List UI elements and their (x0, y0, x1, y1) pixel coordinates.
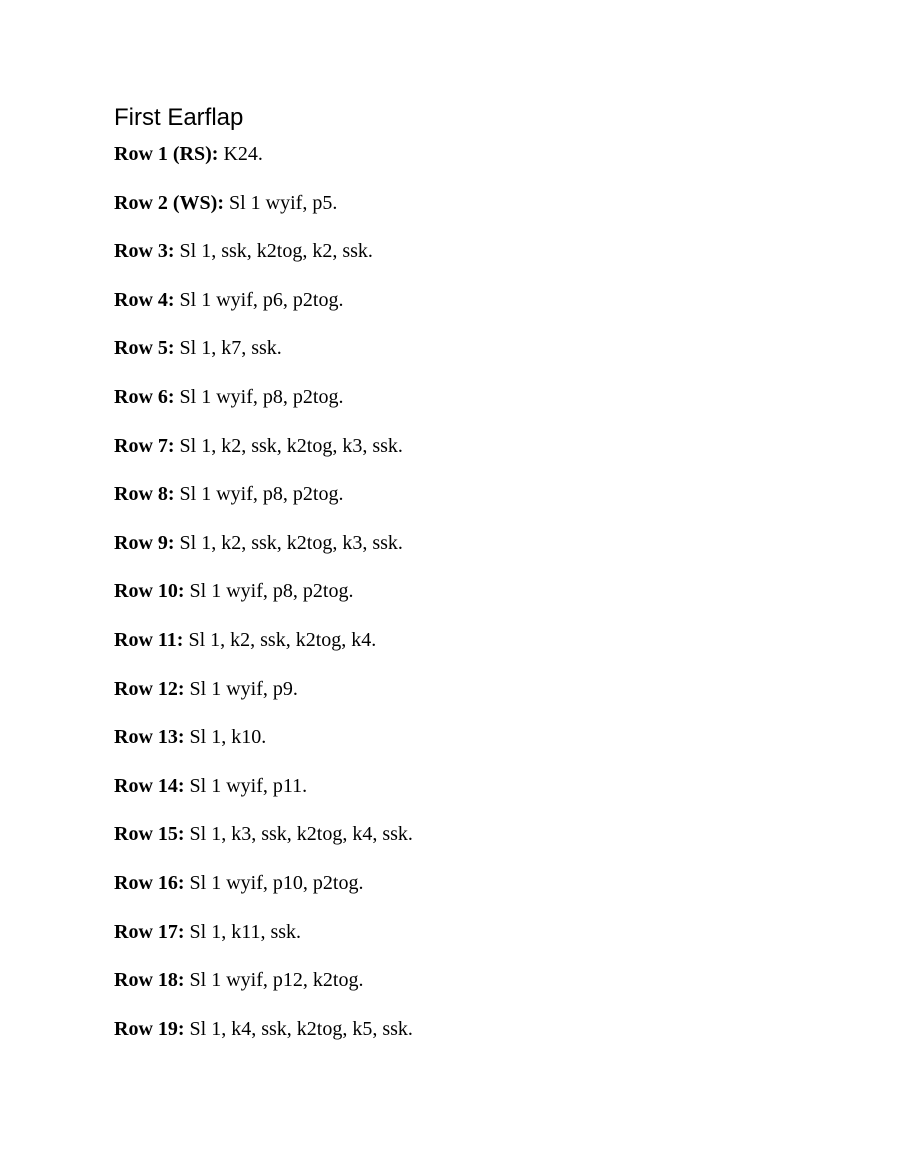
row-label: Row 6: (114, 385, 175, 408)
row-text: Sl 1 wyif, p10, p2tog. (189, 871, 364, 894)
row-text: Sl 1 wyif, p8, p2tog. (189, 580, 354, 603)
row-text: Sl 1 wyif, p8, p2tog. (179, 483, 344, 506)
row-instruction (114, 239, 834, 263)
row-text: Sl 1 wyif, p6, p2tog. (179, 288, 344, 311)
row-instruction (114, 1017, 834, 1041)
row-instruction (114, 191, 834, 215)
row-label: Row 13: (114, 726, 185, 749)
row-instruction (114, 920, 834, 944)
row-text: K24. (223, 143, 263, 165)
row-label: Row 15: (114, 823, 185, 846)
row-label: Row 5: (114, 337, 175, 360)
row-text: Sl 1, k11, ssk. (189, 920, 302, 943)
row-label: Row 16: (114, 871, 185, 894)
row-instruction (114, 725, 834, 749)
row-label: Row 4: (114, 288, 175, 311)
row-instruction (114, 628, 834, 652)
row-text: Sl 1 wyif, p8, p2tog. (179, 385, 344, 408)
row-instruction (114, 871, 834, 895)
row-instructions-list (114, 142, 834, 1041)
row-text: Sl 1, k2, ssk, k2tog, k4. (188, 628, 377, 651)
row-instruction (114, 385, 834, 409)
row-text: Sl 1 wyif, p5. (229, 191, 338, 214)
row-text: Sl 1, k2, ssk, k2tog, k3, ssk. (179, 434, 403, 457)
row-instruction (114, 822, 834, 846)
row-label: Row 18: (114, 969, 185, 992)
row-text: Sl 1, k10. (189, 726, 267, 749)
row-label: Row 3: (114, 240, 175, 263)
row-instruction (114, 579, 834, 603)
row-label: Row 1 (RS): (114, 143, 219, 165)
row-text: Sl 1 wyif, p9. (189, 677, 298, 700)
row-label: Row 10: (114, 580, 185, 603)
row-label: Row 19: (114, 1017, 185, 1040)
row-label: Row 7: (114, 434, 175, 457)
row-text: Sl 1, k3, ssk, k2tog, k4, ssk. (189, 823, 413, 846)
row-label: Row 11: (114, 628, 184, 651)
row-text: Sl 1 wyif, p11. (189, 774, 308, 797)
row-text: Sl 1 wyif, p12, k2tog. (189, 969, 364, 992)
row-instruction (114, 677, 834, 701)
row-text: Sl 1, k4, ssk, k2tog, k5, ssk. (189, 1017, 413, 1040)
row-label: Row 8: (114, 483, 175, 506)
row-text: Sl 1, ssk, k2tog, k2, ssk. (179, 240, 373, 263)
document-page (114, 102, 834, 1065)
row-text: Sl 1, k7, ssk. (179, 337, 282, 360)
section-heading: First Earflap (114, 104, 244, 131)
row-label: Row 12: (114, 677, 185, 700)
row-instruction (114, 336, 834, 360)
row-label: Row 2 (WS): (114, 191, 224, 214)
row-label: Row 17: (114, 920, 185, 943)
row-instruction (114, 531, 834, 555)
row-instruction (114, 968, 834, 992)
row-instruction (114, 774, 834, 798)
row-text: Sl 1, k2, ssk, k2tog, k3, ssk. (179, 531, 403, 554)
row-instruction (114, 288, 834, 312)
row-instruction (114, 482, 834, 506)
row-label: Row 14: (114, 774, 185, 797)
row-instruction (114, 434, 834, 458)
row-instruction (114, 142, 834, 166)
row-label: Row 9: (114, 531, 175, 554)
